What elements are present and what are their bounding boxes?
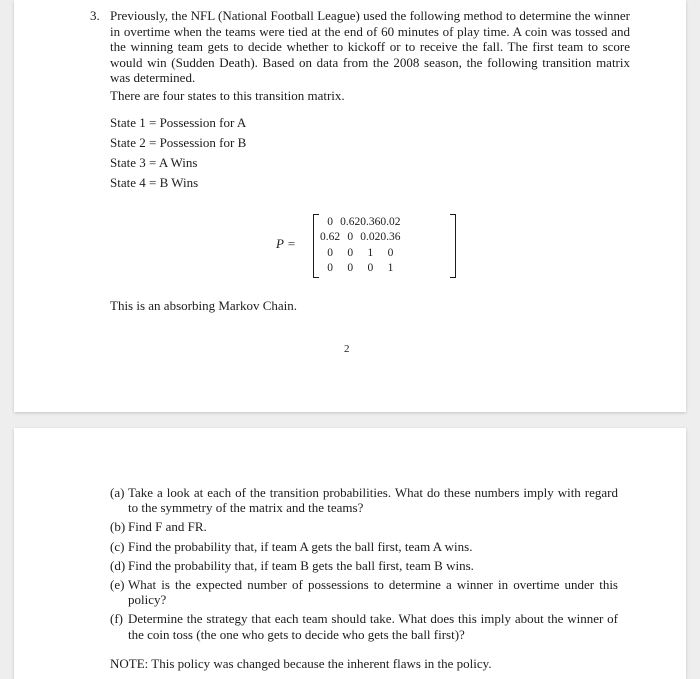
matrix-table [320, 214, 401, 276]
matrix-label: P = [276, 236, 296, 251]
part-e [110, 577, 618, 607]
matrix-row-3 [320, 245, 401, 261]
absorbing-note: This is an absorbing Markov Chain. [110, 298, 298, 313]
matrix-cell: 0.36 [380, 231, 401, 244]
document-page-2 [14, 428, 686, 679]
matrix-cell: 0.36 [360, 215, 381, 228]
part-c [110, 539, 618, 554]
matrix-cell: 1 [387, 262, 394, 275]
part-label: (b) [110, 519, 126, 535]
matrix-row-4 [320, 261, 401, 277]
part-label: (a) [110, 485, 125, 500]
matrix-row-1 [320, 214, 401, 230]
question-intro: Previously, the NFL (National Football League) used the following method to determine the winner in overtime when the teams were tied at the end of 60 minutes of play time. A coin was tossed and the winning team gets to decide whether to kickoff or to receive the fall. The first team to score would win (Sudden Death). Based on data from the 2008 season, the following transition matrix was determined. [110, 8, 630, 86]
matrix-cell: 0.02 [360, 231, 381, 244]
matrix-cell: 0.62 [320, 231, 341, 244]
question-number: 3. [90, 8, 100, 23]
matrix-cell: 0 [347, 262, 354, 275]
question-3 [90, 8, 630, 86]
part-label: (d) [110, 557, 126, 573]
part-text: Find the probability that, if team B gets the ball first, team B wins. [128, 557, 474, 573]
matrix-left-bracket [313, 214, 319, 278]
matrix-right-bracket [450, 214, 456, 278]
states-intro: There are four states to this transition matrix. [110, 88, 345, 103]
part-text: Take a look at each of the transition probabilities. What do these numbers imply with regard to the symmetry of the matrix and the teams? [128, 485, 618, 516]
matrix-cell: 0 [327, 262, 333, 275]
part-label: (e) [110, 577, 125, 593]
part-label: (c) [110, 538, 125, 554]
matrix-cell: 0 [327, 246, 333, 259]
matrix-cell: 0 [387, 246, 394, 259]
matrix-row-2 [320, 230, 401, 246]
matrix-cell: 0 [327, 215, 333, 228]
matrix-cell: 1 [367, 246, 374, 259]
matrix-cell: 0.62 [340, 215, 361, 228]
state-2: State 2 = Possession for B [110, 135, 247, 150]
part-a [110, 485, 618, 515]
page-number: 2 [344, 343, 350, 355]
part-label: (f) [110, 611, 123, 627]
part-text: Find the probability that, if team A gets the ball first, team A wins. [128, 538, 473, 554]
matrix-cell: 0 [347, 231, 354, 244]
part-text: Determine the strategy that each team should take. What does this imply about the winner of the coin toss (the one who gets to decide who gets the ball first)? [128, 611, 618, 642]
part-text: Find F and FR. [128, 519, 207, 535]
state-1: State 1 = Possession for A [110, 115, 247, 130]
matrix-cell: 0 [347, 246, 354, 259]
part-text: What is the expected number of possessions to determine a winner in overtime under this policy? [128, 577, 618, 608]
states-list [110, 113, 246, 193]
final-note: NOTE: This policy was changed because the inherent flaws in the policy. [110, 656, 492, 671]
part-b [110, 519, 618, 534]
document-page-1 [14, 0, 686, 412]
state-3: State 3 = A Wins [110, 155, 198, 170]
part-f [110, 611, 618, 641]
state-4: State 4 = B Wins [110, 175, 199, 190]
part-d [110, 558, 618, 573]
question-parts-list [110, 485, 618, 646]
matrix-cell: 0.02 [380, 215, 401, 228]
matrix-cell: 0 [367, 262, 374, 275]
